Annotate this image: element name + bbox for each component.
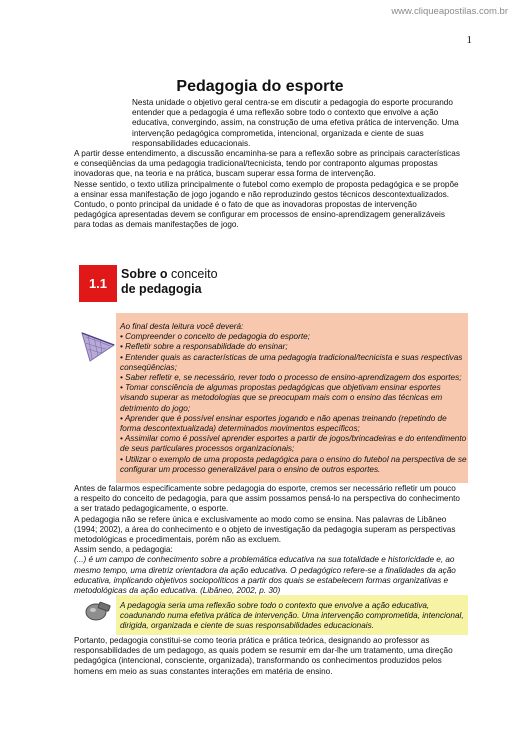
section-number-badge: 1.1 bbox=[79, 265, 117, 302]
objective-item: • Tomar consciência de algumas propostas pedagógicas que objetivam ensinar esportes visando superar as metodologias que se preocupam mais com o ensino das técnicas em detrimento do jogo; bbox=[120, 383, 443, 413]
objective-item: • Saber refletir e, se necessário, rever todo o processo de ensino-aprendizagem dos esportes; bbox=[120, 373, 462, 383]
highlight-callout: A pedagogia seria uma reflexão sobre todo o contexto que envolve a ação educativa, coadunando numa efetiva prática de intervenção. Uma intervenção comprometida, intencional, dirigida, organizada e ciente de suas responsabilidades educacionais. bbox=[116, 595, 468, 635]
section-heading-bold: Sobre o bbox=[121, 267, 168, 281]
objective-item: • Aprender que é possível ensinar esportes jogando e não apenas treinando (repetindo de forma descontextualizada) determinados movimentos específicos; bbox=[120, 413, 447, 434]
site-url: www.cliqueapostilas.com.br bbox=[391, 6, 508, 17]
concept-section bbox=[74, 484, 460, 596]
block-quote: (...) é um campo de conhecimento sobre a problemática educativa na sua totalidade e historicidade e, ao mesmo tempo, uma diretriz orientadora da ação educativa. O pedagógico refere-se a finalidades da ação educativa, implicando objetivos sociopolíticos a partir dos quais se estabelecem formas organizativas e metodológicas da ação educativa. (Libâneo, 2002, p. 30) bbox=[74, 555, 456, 596]
objective-item: • Entender quais as características de uma pedagogia tradicional/tecnicista e suas respectivas conseqüências; bbox=[120, 352, 463, 372]
section-heading-line2: de pedagogia bbox=[121, 282, 202, 296]
intro-paragraph: A partir desse entendimento, a discussão encaminha-se para a reflexão sobre as principais características e conseqüências da uma pedagogia tradicional/tecnicista, tendo por contraponto algumas propostas inovadoras que, na teoria e na prática, buscam superar essa forma de intervenção. bbox=[74, 149, 460, 179]
body-paragraph: Assim sendo, a pedagogia: bbox=[74, 545, 173, 555]
objectives-intro: Ao final desta leitura você deverá: bbox=[120, 322, 244, 331]
document-title: Pedagogia do esporte bbox=[176, 78, 344, 95]
intro-paragraph: Nesta unidade o objetivo geral centra-se em discutir a pedagogia do esporte procurando entender que a pedagogia é uma reflexão sobre todo o contexto que envolve a ação educativa, convergindo, assim, na construção de uma efetiva prática de intervenção. Uma intervenção pedagógica comprometida, intencional, organizada e ciente de suas responsabilidades educacionais. bbox=[132, 98, 459, 148]
page-number: 1 bbox=[466, 34, 472, 46]
intro-paragraph: Contudo, o ponto principal da unidade é o fato de que as inovadoras propostas de intervenção pedagógica apresentadas devem se configurar em processos de ensino-aprendizagem generalizáveis para todas as demais manifestações de jogo. bbox=[74, 200, 445, 230]
objective-item: • Assimilar como é possível aprender esportes a partir de jogos/brincadeiras e do entendimento de seus particulares processos organizacionais; bbox=[120, 434, 467, 454]
section-heading bbox=[121, 267, 218, 297]
intro-section bbox=[74, 98, 460, 231]
objective-item: • Refletir sobre a responsabilidade do ensinar; bbox=[120, 342, 288, 352]
conclusion-section bbox=[74, 636, 460, 677]
learning-objectives-box bbox=[116, 313, 468, 483]
conclusion-paragraph: Portanto, pedagogia constitui-se como teoria prática e prática teórica, designando ao professor as responsabilidades de um pedagogo, as quais podem se resumir em dar-lhe um tratamento, uma direção pedagógica (intencional, consciente, organizada), transformando os conhecimentos produzidos pelos homens em meio as suas constantes interações em matéria de ensino. bbox=[74, 636, 453, 676]
objective-item: • Utilizar o exemplo de uma proposta pedagógica para o ensino do futebol na perspectiva de se configurar um processo generalizável para o ensino de outros esportes. bbox=[120, 454, 467, 474]
body-paragraph: A pedagogia não se refere única e exclusivamente ao modo como se ensina. Nas palavras de Libâneo (1994; 2002), a área do conhecimento e o objeto de investigação da pedagogia superam as perspectivas metodológicas e procedimentais, porém não as excluem. bbox=[74, 514, 456, 545]
section-heading-normal: conceito bbox=[171, 267, 218, 281]
body-paragraph: Antes de falarmos especificamente sobre pedagogia do esporte, cremos ser necessário refletir um pouco a respeito do conceito de pedagogia, para que assim possamos pensá-lo na perspectiva do conhecimento a ser tratado pedagogicamente, o esporte. bbox=[74, 484, 460, 514]
intro-paragraph: Nesse sentido, o texto utiliza principalmente o futebol como exemplo de proposta pedagógica e se propõe a ensinar essa manifestação de jogo jogando e não reproduzindo gestos técnicos descontextualizados. bbox=[74, 179, 459, 199]
ball-pencil-icon bbox=[80, 329, 118, 368]
whistle-icon bbox=[84, 598, 112, 627]
objective-item: • Compreender o conceito de pedagogia do esporte; bbox=[120, 332, 310, 342]
